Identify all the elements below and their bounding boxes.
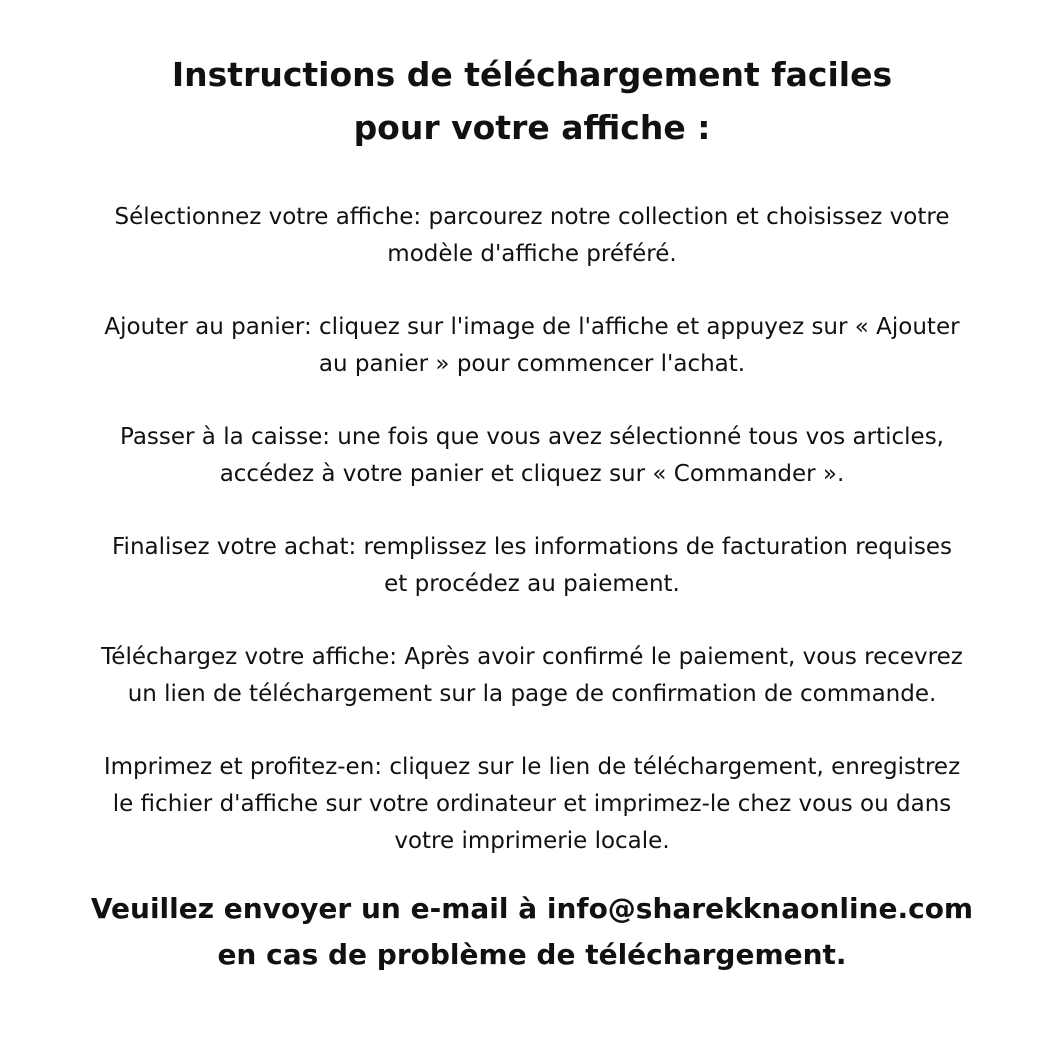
step-text-line: Téléchargez votre affiche: Après avoir confirmé le paiement, vous recevrez (101, 644, 963, 670)
step-text-line: accédez à votre panier et cliquez sur « Commander ». (219, 461, 845, 487)
step-text-line: le fichier d'affiche sur votre ordinateur et imprimez-le chez vous ou dans (112, 791, 952, 817)
step-text-line: Imprimez et profitez-en: cliquez sur le lien de téléchargement, enregistrez (103, 754, 961, 780)
page-title (0, 48, 1064, 154)
step-checkout (40, 419, 1024, 493)
instruction-steps (40, 199, 1024, 896)
step-finalize-purchase (40, 529, 1024, 603)
contact-notice-line-1: Veuillez envoyer un e-mail à info@sharekknaonline.com (90, 892, 974, 925)
contact-notice (0, 886, 1064, 978)
step-text-line: Finalisez votre achat: remplissez les informations de facturation requises (112, 534, 952, 560)
step-text-line: et procédez au paiement. (384, 571, 680, 597)
step-select-poster (40, 199, 1024, 273)
title-line-1: Instructions de téléchargement faciles (171, 55, 893, 94)
step-text-line: votre imprimerie locale. (394, 828, 670, 854)
title-line-2: pour votre affiche : (353, 108, 711, 147)
step-text-line: Sélectionnez votre affiche: parcourez notre collection et choisissez votre (114, 204, 950, 230)
step-print-and-enjoy (40, 749, 1024, 860)
step-text-line: modèle d'affiche préféré. (387, 241, 677, 267)
step-add-to-cart (40, 309, 1024, 383)
step-text-line: Ajouter au panier: cliquez sur l'image de l'affiche et appuyez sur « Ajouter (104, 314, 960, 340)
step-text-line: un lien de téléchargement sur la page de confirmation de commande. (127, 681, 937, 707)
step-download-poster (40, 639, 1024, 713)
step-text-line: Passer à la caisse: une fois que vous avez sélectionné tous vos articles, (119, 424, 944, 450)
step-text-line: au panier » pour commencer l'achat. (318, 351, 746, 377)
contact-notice-line-2: en cas de problème de téléchargement. (217, 938, 847, 971)
